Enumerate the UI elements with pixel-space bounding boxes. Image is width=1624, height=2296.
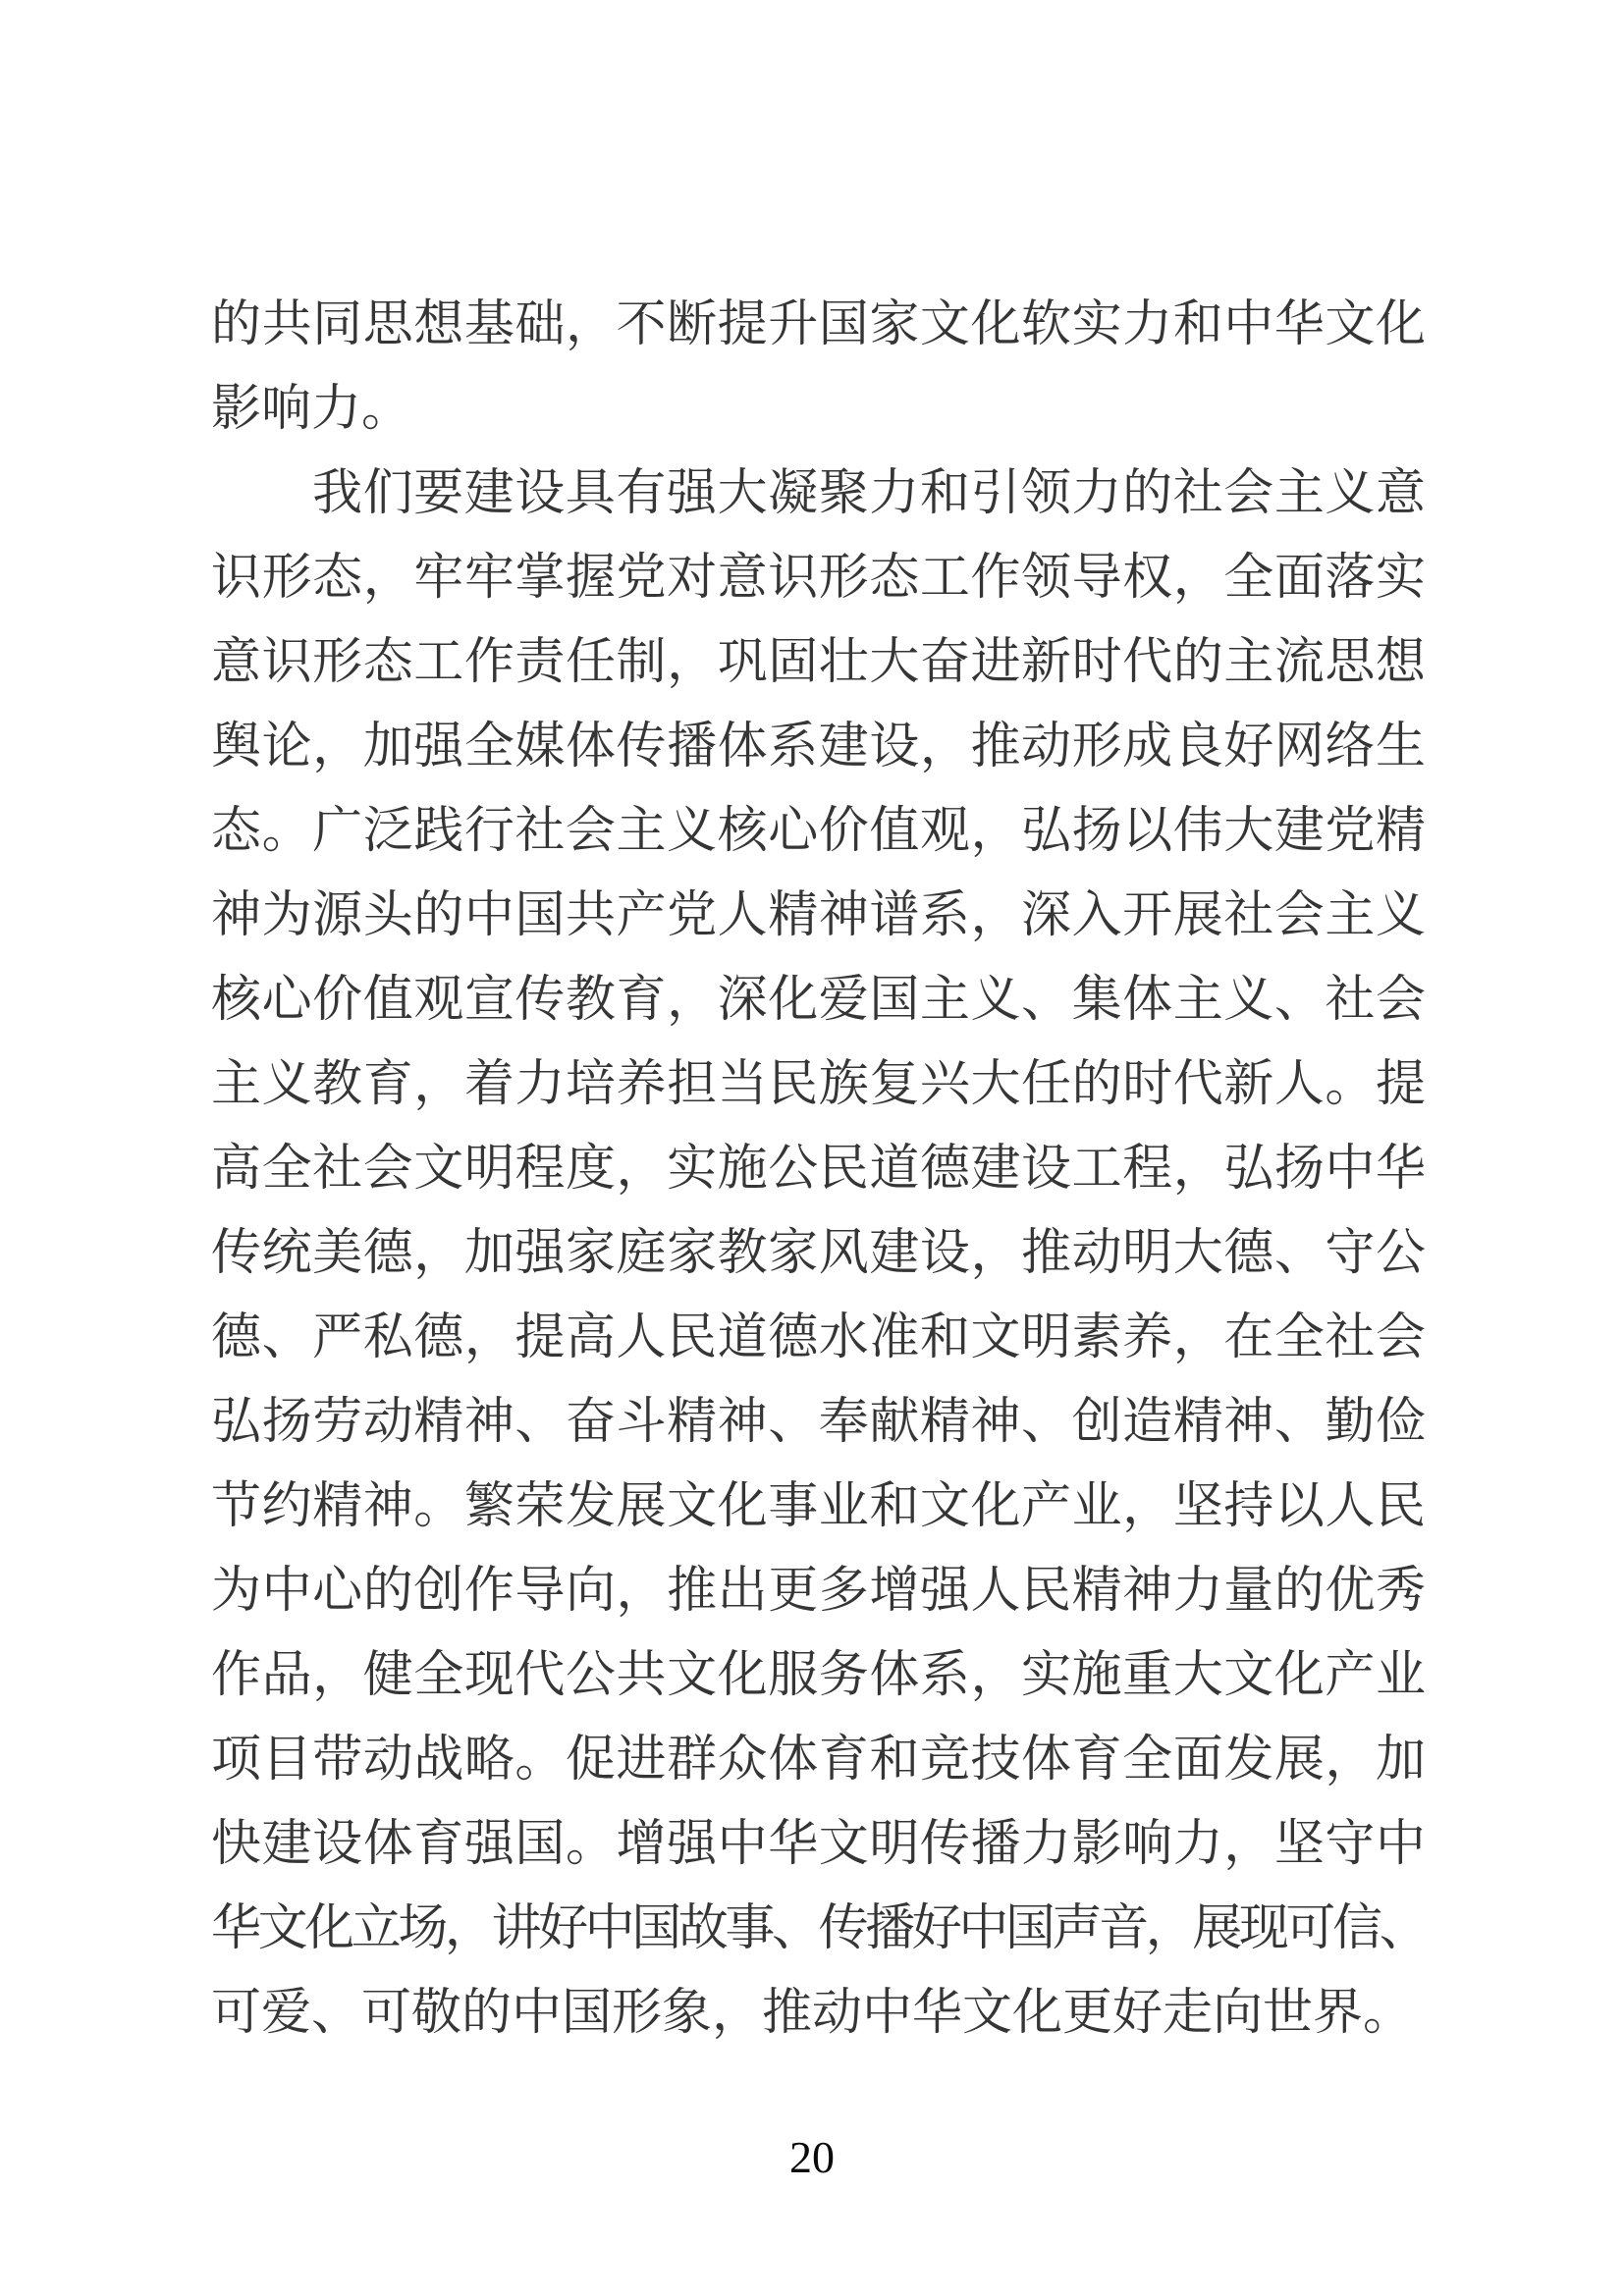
text-line: 意识形态工作责任制，巩固壮大奋进新时代的主流思想 <box>211 635 1426 690</box>
text-line: 快建设体育强国。增强中华文明传播力影响力，坚守中 <box>211 1817 1426 1872</box>
body-text <box>211 283 1426 2056</box>
text-line: 舆论，加强全媒体传播体系建设，推动形成良好网络生 <box>211 720 1426 774</box>
text-line: 华文化立场，讲好中国故事、传播好中国声音，展现可信、 <box>211 1901 1426 1956</box>
text-line: 德、严私德，提高人民道德水准和文明素养，在全社会 <box>211 1310 1426 1365</box>
text-line: 传统美德，加强家庭家教家风建设，推动明大德、守公 <box>211 1226 1426 1281</box>
text-line: 节约精神。繁荣发展文化事业和文化产业，坚持以人民 <box>211 1479 1426 1534</box>
text-line: 我们要建设具有强大凝聚力和引领力的社会主义意 <box>312 466 1426 521</box>
text-line: 的共同思想基础，不断提升国家文化软实力和中华文化 <box>211 297 1426 352</box>
text-line: 为中心的创作导向，推出更多增强人民精神力量的优秀 <box>211 1564 1426 1619</box>
text-line: 弘扬劳动精神、奋斗精神、奉献精神、创造精神、勤俭 <box>211 1395 1426 1450</box>
text-line: 可爱、可敬的中国形象，推动中华文化更好走向世界。 <box>211 1986 1414 2041</box>
text-line: 识形态，牢牢掌握党对意识形态工作领导权，全面落实 <box>211 551 1426 606</box>
page-footer <box>0 2132 1624 2183</box>
text-line: 神为源头的中国共产党人精神谱系，深入开展社会主义 <box>211 888 1426 943</box>
paragraph-2 <box>211 452 1426 2056</box>
text-line: 项目带动战略。促进群众体育和竞技体育全面发展，加 <box>211 1733 1426 1788</box>
text-line: 主义教育，着力培养担当民族复兴大任的时代新人。提 <box>211 1057 1426 1112</box>
page-number: 20 <box>789 2132 835 2182</box>
text-line: 态。广泛践行社会主义核心价值观，弘扬以伟大建党精 <box>211 804 1426 859</box>
text-line: 高全社会文明程度，实施公民道德建设工程，弘扬中华 <box>211 1142 1426 1197</box>
paragraph-1 <box>211 283 1426 452</box>
text-line: 核心价值观宣传教育，深化爱国主义、集体主义、社会 <box>211 973 1426 1028</box>
text-line: 作品，健全现代公共文化服务体系，实施重大文化产业 <box>211 1648 1426 1703</box>
text-line: 影响力。 <box>211 382 412 437</box>
